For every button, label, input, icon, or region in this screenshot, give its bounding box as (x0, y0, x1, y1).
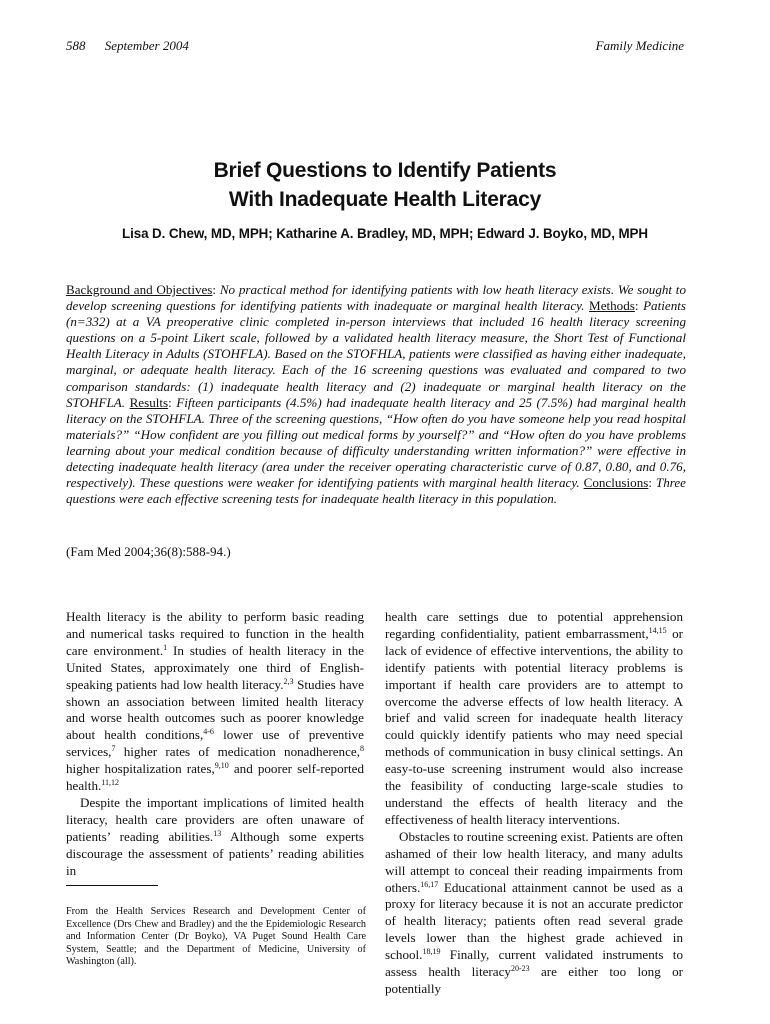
reference-marker: 14,15 (648, 625, 667, 635)
reference-marker: 9,10 (214, 761, 229, 771)
reference-marker: 11,12 (101, 778, 119, 788)
body-paragraph (385, 609, 683, 829)
abstract-results-label: Results (129, 394, 169, 410)
body-text: lower use of preventive services, (66, 727, 364, 760)
body-text: In studies of health literacy in the United States, approximately one third of English-speaking patients had low health literacy. (66, 642, 364, 692)
abstract-methods-text: Patients (n=332) at a VA preoperative clinic completed in-person interviews that included 16 health literacy screening questions on a 5-point Likert scale, followed by a validated health literacy measure, the Short Test of Functional Health Literacy in Adults (STOHFLA). Based on the STOFHLA, patients were classified as having either inadequate, marginal, or adequate health literacy. Each of the 16 screening questions was evaluated and compared to two comparison standards: (1) inadequate health literacy and (2) inadequate or marginal health literacy on the STOHFLA. (66, 298, 686, 410)
body-text: are either too long or potentially (385, 964, 683, 996)
abstract-results-text: Fifteen participants (4.5%) had inadequate health literacy and 25 (7.5%) had marginal health literacy on the STOHFLA. Three of the screening questions, “How often do you have someone help you read hospital materials?” “How confident are you filling out medical forms by yourself?” and “How often do you have problems learning about your medical condition because of difficulty understanding written information?” were effective in detecting inadequate health literacy (area under the receiver operating characteristic curve of 0.87, 0.80, and 0.76, respectively). These questions were weaker for identifying patients with marginal health literacy. (66, 394, 686, 491)
body-column-left (66, 609, 364, 880)
running-head-left (66, 38, 189, 54)
reference-marker: 13 (213, 828, 222, 838)
author-list: Lisa D. Chew, MD, MPH; Katharine A. Bradley, MD, MPH; Edward J. Boyko, MD, MPH (122, 226, 648, 241)
body-text: higher rates of medication nonadherence, (115, 744, 360, 760)
title-line-1: Brief Questions to Identify Patients (213, 159, 557, 182)
affiliation-footnote: From the Health Services Research and Development Center of Excellence (Drs Chew and Bradley) and the the Epidemiologic Research and Information Center (Dr Boyko), VA Puget Sound Health Care System, Seattle; and the Department of Medicine, University of Washington (all). (66, 906, 366, 968)
body-paragraph (66, 609, 364, 795)
issue-date: September 2004 (104, 38, 189, 53)
reference-marker: 8 (360, 744, 364, 754)
abstract-conclusions-text: Three questions were each effective screening tests for inadequate health literacy in this population. (66, 475, 686, 507)
reference-marker: 16,17 (420, 879, 439, 889)
body-text: Studies have shown an association between limited health literacy and worse health outcomes such as poorer knowledge about health conditions, (66, 676, 364, 743)
abstract-background-label: Background and Objectives (66, 282, 213, 297)
body-column-right (385, 609, 683, 998)
journal-name: Family Medicine (595, 38, 684, 53)
reference-marker: 20-23 (510, 964, 530, 974)
body-text: health care settings due to potential apprehension regarding confidentiality, patient embarrassment, (385, 609, 683, 641)
reference-marker: 2,3 (283, 676, 294, 686)
reference-marker: 7 (111, 744, 116, 754)
citation: (Fam Med 2004;36(8):588-94.) (66, 544, 231, 559)
body-text: Obstacles to routine screening exist. Patients are often ashamed of their low health literacy, and many adults will attempt to conceal their reading impairments from others. (385, 828, 683, 895)
body-text: or lack of evidence of effective interventions, the ability to identify patients with potential literacy problems is important if health care providers are to attempt to overcome the adverse effects of low health literacy. A brief and valid screen for inadequate health literacy could quickly identify patients who may need special methods of communication in busy clinical settings. An easy-to-use screening instrument would also increase the feasibility of conducting large-scale studies to understand the effects of health literacy and the effectiveness of health literacy interventions. (385, 625, 683, 827)
reference-marker: 1 (163, 642, 168, 652)
reference-marker: 18,19 (422, 947, 441, 957)
abstract-paragraph: Background and Objectives: No practical method for identifying patients with low heath literacy exists. We sought to develop screening questions for identifying patients with inadequate or marginal health literacy. Methods: Patients (n=332) at a VA preoperative clinic completed in-person interviews that included 16 health literacy screening questions on a 5-point Likert scale, followed by a validated health literacy measure, the Short Test of Functional Health Literacy in Adults (STOHFLA). Based on the STOFHLA, patients were classified as having either inadequate, marginal, or adequate health literacy. Each of the 16 screening questions was evaluated and compared to two comparison standards: (1) inadequate health literacy and (2) inadequate or marginal health literacy on the STOHFLA. Results: Fifteen participants (4.5%) had inadequate health literacy and 25 (7.5%) had marginal health literacy on the STOHFLA. Three of the screening questions, “How often do you have someone help you read hospital materials?” “How confident are you filling out medical forms by yourself?” and “How often do you have problems learning about your medical condition because of difficulty understanding written information?” were effective in detecting inadequate health literacy (area under the receiver operating characteristic curve of 0.87, 0.80, and 0.76, respectively). These questions were weaker for identifying patients with marginal health literacy. Conclusions: Three questions were each effective screening tests for inadequate health literacy in this population. (66, 282, 686, 507)
body-text: Finally, current validated instruments to assess health literacy (385, 947, 683, 980)
abstract-conclusions-label: Conclusions (583, 475, 649, 491)
body-paragraph (385, 829, 683, 998)
title-line-2: With Inadequate Health Literacy (228, 188, 542, 211)
reference-marker: 4-6 (203, 727, 214, 737)
body-text: Educational attainment cannot be used as a proxy for literacy because it is not an accurate predictor of health literacy; patients often read several grade levels lower than the highest grade achieved in school. (385, 879, 683, 963)
footnote-divider (66, 885, 158, 886)
running-head (66, 38, 684, 56)
abstract-methods-label: Methods (589, 298, 635, 314)
article-title (0, 156, 770, 214)
body-text: Health literacy is the ability to perform basic reading and numerical tasks required to function in the health care environment. (66, 609, 364, 658)
page-number: 588 (66, 38, 86, 53)
body-text: and poorer self-reported health. (66, 761, 364, 794)
body-text: Despite the important implications of limited health literacy, health care providers are often unaware of patients’ reading abilities. (66, 794, 364, 844)
body-text: Although some experts discourage the assessment of patients’ reading abilities in (66, 828, 364, 878)
abstract-background-text: No practical method for identifying patients with low heath literacy exists. We sought to develop screening questions for identifying patients with inadequate or marginal health literacy. (66, 282, 686, 314)
abstract (66, 282, 686, 507)
body-paragraph (66, 795, 364, 880)
body-text: higher hospitalization rates, (66, 761, 215, 777)
